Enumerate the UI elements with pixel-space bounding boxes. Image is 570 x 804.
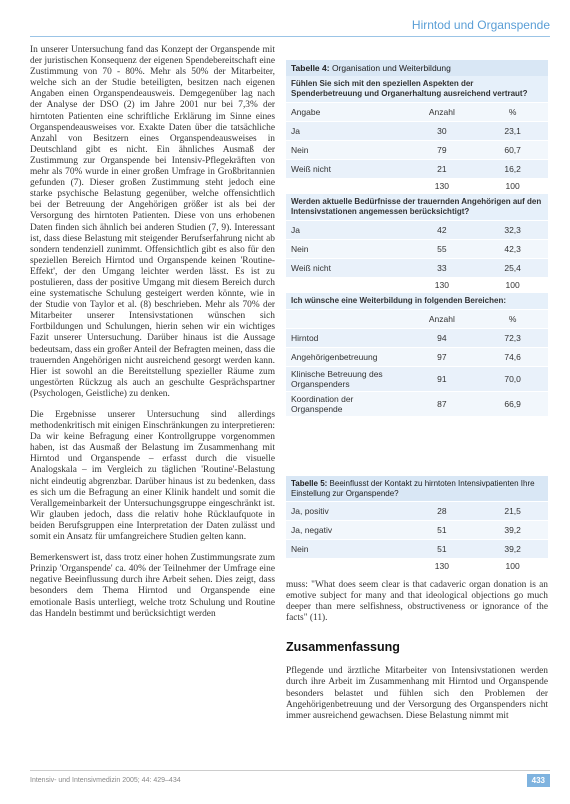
table-cell: 23,1: [477, 122, 548, 141]
table-cell: 32,3: [477, 221, 548, 240]
right-column: [286, 580, 548, 732]
table-total: 130: [407, 277, 478, 293]
table-cell: Hirntod: [286, 329, 407, 348]
table-cell: 55: [407, 240, 478, 259]
paragraph: Pflegende und ärztliche Mitarbeiter von Intensivstationen werden durch ihre Arbeit im Zusammenhang mit Hirntod und Organspende besonders belastet und fühlen sich den Problemen der Angehörigenbetreuung und der Versorgung des Organspenders nicht immer ausreichend gewachsen. Diese Belastung nimmt mit: [286, 666, 548, 721]
table-cell: 25,4: [477, 259, 548, 278]
table-cell: 21: [407, 160, 478, 179]
table-cell: 21,5: [477, 502, 548, 521]
table-question: Fühlen Sie sich mit den speziellen Aspekten der Spenderbetreuung und Organerhaltung ausreichend vertraut?: [286, 76, 548, 103]
footer-rule: [30, 770, 550, 771]
table-cell: 28: [407, 502, 478, 521]
table-cell: 30: [407, 122, 478, 141]
table-cell: 42,3: [477, 240, 548, 259]
table-total: 130: [407, 558, 478, 574]
table-cell: Angehörigenbetreuung: [286, 348, 407, 367]
table-cell: Ja: [286, 122, 407, 141]
table-total: 100: [477, 178, 548, 194]
footer-citation: Intensiv- und Intensivmedizin 2005; 44: 429–434: [30, 777, 181, 784]
table-cell: 39,2: [477, 540, 548, 559]
table-cell: 87: [407, 392, 478, 417]
table-header-cell: %: [477, 103, 548, 122]
table-cell: Ja, positiv: [286, 502, 407, 521]
table-cell: 60,7: [477, 141, 548, 160]
table-cell: 91: [407, 367, 478, 392]
table-cell: 74,6: [477, 348, 548, 367]
table-header-cell: %: [477, 310, 548, 329]
table-cell: Klinische Betreuung des Organspenders: [286, 367, 407, 392]
table-header-cell: Anzahl: [407, 103, 478, 122]
table-cell: Ja, negativ: [286, 521, 407, 540]
table-cell: Nein: [286, 141, 407, 160]
table-title: Tabelle 4: Organisation und Weiterbildung: [286, 60, 548, 76]
table-title: Tabelle 5: Beeinflusst der Kontakt zu hirntoten Intensivpatienten Ihre Einstellung zur Organspende?: [286, 476, 548, 501]
table-cell: Nein: [286, 540, 407, 559]
running-title: Hirntod und Organspende: [411, 18, 550, 32]
table-cell: 51: [407, 540, 478, 559]
table-cell: 72,3: [477, 329, 548, 348]
table-header-cell: [286, 310, 407, 329]
table-cell: 79: [407, 141, 478, 160]
table-total: 100: [477, 558, 548, 574]
table-cell: Ja: [286, 221, 407, 240]
table-cell: Koordination der Organspende: [286, 392, 407, 417]
paragraph: In unserer Untersuchung fand das Konzept der Organspende mit der juristischen Konsequenz der eigenen Spendebereitschaft eine Zustimmung von 70 - 80%. Mehr als 50% der Mitarbeiter, welche sich an der Studie beteiligten, besitzen nach eigenen Angaben einen Organspendeausweis. Demgegenüber lag nach der Analyse der DSO (2) im Jahre 2001 nur bei 7,3% der hirntoten Patienten eine schriftliche Erklärung im Sinne eines Organspendeausweises vor. Exakte Daten über die tatsächliche Anzahl von Besitzern eines Organspendeausweises in Deutschland gibt es nicht. Ein ähnliches Ausmaß der Zustimmung zur Organspende bei Intensiv-Pflegekräften von mehr als 70% wurde in einer großen Umfrage in Großbritannien gefunden (7). Dieser großen Zustimmung steht jedoch eine starke psychische Belastung gegenüber, welche offensichtlich bei der Betreuung der Angehörigen größer ist als bei der Versorgung des hirntoten Patienten. Diese von uns erhobenen Daten finden sich ähnlich bei anderen Studien (7, 9). Interessant ist, dass diese Belastung mit steigender Berufserfahrung nicht ab sondern tendenziell zunimmt. Offensichtlich gibt es also für den speziellen Bereich Hirntod und Organspende keinen 'Routine-Effekt', der den Umgang leichter werden lässt. Es ist zu postulieren, dass der positive Umgang mit diesem Bereich durch eine systematische Schulung gesteigert werden könnte, wie in der Studie von Taylor et al. (8) beschrieben. Mehr als 70% der Mitarbeiter unserer Intensivstationen wünschen sich Fortbildungen und Schulungen, hierin sehen wir ein wichtiges Fazit unserer Untersuchung. Darüber hinaus ist die Aussage bedeutsam, dass ein großer Anteil der Befragten meinen, dass die trauernden Angehörigen nicht ausreichend gesorgt werden kann. Hier ist sowohl an die Bereitstellung spezieller Räume zum ungestörten Rückzug als auch an geschulte Gesprächspartner (Psychologen, Geistliche) zu denken.: [30, 45, 275, 399]
table-4: [286, 60, 548, 416]
table-cell: Weiß nicht: [286, 160, 407, 179]
table-header-cell: Angabe: [286, 103, 407, 122]
table-cell: 42: [407, 221, 478, 240]
table-cell: 94: [407, 329, 478, 348]
table-cell: 66,9: [477, 392, 548, 417]
table-cell: 33: [407, 259, 478, 278]
table-question: Ich wünsche eine Weiterbildung in folgenden Bereichen:: [286, 293, 548, 310]
table-cell: Weiß nicht: [286, 259, 407, 278]
table-total: 100: [477, 277, 548, 293]
left-column: [30, 45, 275, 630]
table-cell: 97: [407, 348, 478, 367]
table-cell: 70,0: [477, 367, 548, 392]
paragraph: Bemerkenswert ist, dass trotz einer hohen Zustimmungsrate zum Prinzip 'Organspende' ca. 40% der Teilnehmer der Umfrage eine negative Beeinflussung durch ihre Arbeit sehen. Dies zeigt, dass besonders dem Thema Hirntod und Organspende eine emotionale Basis unterliegt, welche trotz Schulung und Routine das Handeln bestimmt und berücksichtigt werden: [30, 553, 275, 619]
table-cell: 16,2: [477, 160, 548, 179]
page-number: 433: [527, 774, 550, 787]
paragraph: Die Ergebnisse unserer Untersuchung sind allerdings methodenkritisch mit einigen Einschränkungen zu interpretieren: Da wir keine Befragung einer Kontrollgruppe vorgenommen haben, ist das Ausmaß der Belastung im Zusammenhang mit Hirntod und Organspende – erfasst durch die visuelle Analogskala – im Vergleich zu täglichen 'Routine'-Belastung nicht eindeutig abgrenzbar. Darüber hinaus ist zu bedenken, dass es sich um die Befragung an einer Klinik handelt und somit die Verallgemeinbarkeit der Untersuchungsgruppe eingeschränkt ist. Wir glauben jedoch, dass die relativ hohe Rücklaufquote in beiden Berufsgruppen eine Interpretation der Daten zulässt und somit ein Ansatz für umfangreichere Studien gelten kann.: [30, 410, 275, 543]
section-heading: Zusammenfassung: [286, 640, 400, 655]
table-cell: 39,2: [477, 521, 548, 540]
table-cell: 51: [407, 521, 478, 540]
header-rule: [30, 36, 550, 37]
table-5: [286, 476, 548, 574]
table-cell: Nein: [286, 240, 407, 259]
table-total: 130: [407, 178, 478, 194]
paragraph: muss: "What does seem clear is that cadaveric organ donation is an emotive subject for many and that ideological objections go much deeper than mere selfishness, obstructiveness or ignorance of the facts" (11).: [286, 580, 548, 624]
table-question: Werden aktuelle Bedürfnisse der trauernden Angehörigen auf den Intensivstationen angemessen berücksichtigt?: [286, 194, 548, 221]
table-header-cell: Anzahl: [407, 310, 478, 329]
